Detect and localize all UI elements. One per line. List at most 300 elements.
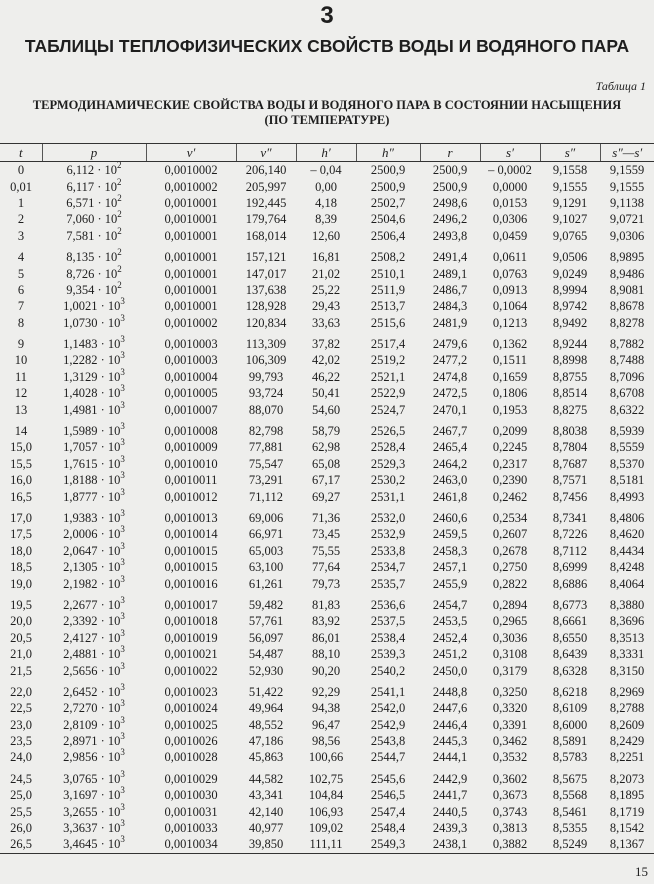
table-row — [0, 662, 654, 678]
temperature-cell: 16,5 — [10, 489, 32, 504]
s-liquid-cell: 0,3882 — [480, 836, 540, 853]
v-vapor-cell: 52,930 — [248, 663, 284, 678]
temperature-cell: 24,0 — [10, 750, 32, 765]
table-row — [0, 575, 654, 591]
latent-heat-cell: 2447,6 — [432, 701, 468, 716]
s-vapor-cell: 8,6328 — [552, 663, 588, 678]
s-liquid-cell: 0,3462 — [492, 734, 528, 749]
s-liquid-cell: 0,3673 — [492, 788, 528, 803]
s-liquid-cell: 0,2390 — [492, 473, 528, 488]
latent-heat-cell: 2454,7 — [432, 597, 468, 612]
v-vapor-cell: 179,764 — [245, 212, 287, 227]
pressure-exponent: 3 — [120, 524, 125, 535]
latent-heat-cell: 2458,3 — [432, 543, 468, 558]
power-of-ten: · 10 — [94, 266, 118, 281]
s-liquid-cell: 0,3179 — [492, 663, 528, 678]
latent-heat-cell: 2463,0 — [432, 473, 468, 488]
s-difference-cell: 9,0721 — [609, 212, 645, 227]
pressure-cell — [42, 627, 146, 646]
column-header: r — [420, 144, 480, 162]
h-liquid-cell: 86,01 — [311, 630, 341, 645]
v-vapor-cell: 49,964 — [248, 701, 284, 716]
pressure-mantissa: 7,060 — [66, 212, 95, 227]
s-vapor-cell: 8,5355 — [552, 821, 588, 836]
latent-heat-cell: 2496,2 — [432, 212, 468, 227]
s-liquid-cell: 0,2317 — [492, 456, 528, 471]
table-row — [0, 766, 654, 787]
power-of-ten: · 10 — [97, 473, 121, 488]
h-vapor-cell: 2531,1 — [370, 489, 406, 504]
latent-heat-cell: 2472,5 — [432, 386, 468, 401]
pressure-exponent: 3 — [120, 540, 125, 551]
pressure-cell — [42, 162, 146, 179]
temperature-cell: 15,0 — [10, 440, 32, 455]
h-vapor-cell: 2506,4 — [370, 228, 406, 243]
h-vapor-cell: 2530,2 — [370, 473, 406, 488]
s-liquid-cell: 0,1213 — [492, 315, 528, 330]
power-of-ten: · 10 — [97, 647, 121, 662]
pressure-mantissa: 2,0006 — [63, 527, 98, 542]
table-row — [0, 315, 654, 331]
h-liquid-cell: 54,60 — [311, 402, 341, 417]
h-vapor-cell: 2533,8 — [370, 543, 406, 558]
v-vapor-cell: 39,850 — [236, 836, 296, 853]
s-vapor-cell: 9,1555 — [552, 179, 588, 194]
v-vapor-cell: 77,881 — [248, 440, 284, 455]
table-row — [0, 787, 654, 803]
v-vapor-cell: 44,582 — [248, 771, 284, 786]
s-difference-cell: 8,1367 — [600, 836, 654, 853]
v-liquid-cell: 0,0010008 — [164, 424, 218, 439]
table-row — [0, 700, 654, 716]
h-vapor-cell: 2502,7 — [370, 195, 406, 210]
s-vapor-cell: 8,5568 — [552, 788, 588, 803]
s-vapor-cell: 8,7804 — [552, 440, 588, 455]
pressure-cell — [42, 331, 146, 352]
latent-heat-cell: 2457,1 — [432, 560, 468, 575]
h-liquid-cell: 69,27 — [311, 489, 341, 504]
s-difference-cell: 8,3513 — [609, 630, 645, 645]
pressure-mantissa: 1,7615 — [63, 456, 98, 471]
pressure-exponent: 2 — [117, 192, 122, 203]
pressure-cell — [42, 700, 146, 716]
temperature-cell: 19,5 — [10, 597, 32, 612]
s-liquid-cell: 0,2822 — [492, 576, 528, 591]
v-vapor-cell: 206,140 — [245, 163, 287, 178]
pressure-cell — [42, 192, 146, 211]
s-vapor-cell: 8,7687 — [552, 456, 588, 471]
table-row — [0, 282, 654, 298]
v-liquid-cell: 0,0010025 — [164, 717, 218, 732]
pressure-cell — [42, 225, 146, 244]
s-difference-cell: 8,6708 — [609, 386, 645, 401]
latent-heat-cell: 2446,4 — [432, 717, 468, 732]
s-difference-cell: 8,8678 — [609, 299, 645, 314]
power-of-ten: · 10 — [97, 663, 121, 678]
h-vapor-cell: 2513,7 — [370, 299, 406, 314]
pressure-mantissa: 1,5989 — [63, 424, 98, 439]
table-row — [0, 352, 654, 368]
temperature-cell: 0,01 — [10, 179, 32, 194]
s-liquid-cell: 0,3250 — [492, 684, 528, 699]
pressure-mantissa: 3,0765 — [63, 771, 98, 786]
table-row — [0, 162, 654, 179]
pressure-exponent: 2 — [117, 279, 122, 290]
power-of-ten: · 10 — [97, 543, 121, 558]
power-of-ten: · 10 — [97, 701, 121, 716]
h-liquid-cell: 102,75 — [308, 771, 344, 786]
h-vapor-cell: 2549,3 — [356, 836, 420, 853]
s-difference-cell: 8,9486 — [609, 266, 645, 281]
h-liquid-cell: 62,98 — [311, 440, 341, 455]
h-vapor-cell: 2519,2 — [370, 353, 406, 368]
table-body — [0, 162, 654, 854]
h-liquid-cell: 37,82 — [311, 337, 341, 352]
temperature-cell: 18,5 — [10, 560, 32, 575]
table-row — [0, 749, 654, 765]
h-liquid-cell: 4,18 — [315, 195, 337, 210]
latent-heat-cell: 2484,3 — [432, 299, 468, 314]
pressure-cell — [42, 401, 146, 417]
s-difference-cell: 8,4993 — [609, 489, 645, 504]
power-of-ten: · 10 — [97, 821, 121, 836]
h-liquid-cell: 42,02 — [311, 353, 341, 368]
pressure-exponent: 3 — [120, 334, 125, 345]
h-vapor-cell: 2522,9 — [370, 386, 406, 401]
s-liquid-cell: 0,0459 — [492, 228, 528, 243]
s-liquid-cell: 0,0763 — [492, 266, 528, 281]
s-vapor-cell: 9,0765 — [552, 228, 588, 243]
v-liquid-cell: 0,0010022 — [164, 663, 218, 678]
v-liquid-cell: 0,0010005 — [164, 386, 218, 401]
h-liquid-cell: 92,29 — [311, 684, 341, 699]
v-vapor-cell: 205,997 — [245, 179, 287, 194]
h-liquid-cell: 33,63 — [311, 315, 341, 330]
v-vapor-cell: 137,638 — [245, 282, 287, 297]
v-vapor-cell: 93,724 — [248, 386, 284, 401]
v-liquid-cell: 0,0010024 — [164, 701, 218, 716]
h-vapor-cell: 2524,7 — [370, 402, 406, 417]
pressure-exponent: 3 — [120, 660, 125, 671]
temperature-cell: 23,5 — [10, 734, 32, 749]
pressure-cell — [42, 439, 146, 455]
pressure-exponent: 3 — [120, 486, 125, 497]
table-row — [0, 559, 654, 575]
temperature-cell: 23,0 — [10, 717, 32, 732]
pressure-cell — [42, 787, 146, 803]
latent-heat-cell: 2452,4 — [432, 630, 468, 645]
s-liquid-cell: 0,2534 — [492, 511, 528, 525]
s-liquid-cell: 0,1659 — [492, 369, 528, 384]
temperature-cell: 6 — [17, 282, 25, 297]
h-vapor-cell: 2532,9 — [370, 527, 406, 542]
pressure-cell — [42, 472, 146, 488]
h-liquid-cell: 50,41 — [311, 386, 341, 401]
s-difference-cell: 9,1138 — [610, 195, 644, 210]
s-difference-cell: 8,6322 — [609, 402, 645, 417]
pressure-cell — [42, 766, 146, 787]
s-difference-cell: 8,3696 — [609, 614, 645, 629]
s-difference-cell: 8,4064 — [609, 576, 645, 591]
s-vapor-cell: 8,7571 — [552, 473, 588, 488]
power-of-ten: · 10 — [97, 630, 121, 645]
v-liquid-cell: 0,0010018 — [164, 614, 218, 629]
latent-heat-cell: 2477,2 — [432, 353, 468, 368]
s-difference-cell: 8,5939 — [609, 424, 645, 439]
pressure-exponent: 3 — [120, 818, 125, 829]
pressure-exponent: 3 — [120, 834, 125, 845]
h-liquid-cell: 109,02 — [308, 821, 344, 836]
temperature-cell: 24,5 — [10, 771, 32, 786]
v-liquid-cell: 0,0010003 — [164, 353, 218, 368]
pressure-exponent: 3 — [120, 731, 125, 742]
latent-heat-cell: 2474,8 — [432, 369, 468, 384]
s-difference-cell: 8,4248 — [609, 560, 645, 575]
v-vapor-cell: 48,552 — [248, 717, 284, 732]
s-difference-cell: 8,7096 — [609, 369, 645, 384]
latent-heat-cell: 2438,1 — [420, 836, 480, 853]
power-of-ten: · 10 — [94, 228, 118, 243]
h-liquid-cell: 0,00 — [315, 179, 337, 194]
column-header: p — [42, 144, 146, 162]
latent-heat-cell: 2442,9 — [432, 771, 468, 786]
v-vapor-cell: 45,863 — [248, 750, 284, 765]
h-vapor-cell: 2543,8 — [370, 734, 406, 749]
s-difference-cell: 8,7488 — [609, 353, 645, 368]
temperature-cell: 19,0 — [10, 576, 32, 591]
pressure-exponent: 3 — [120, 785, 125, 796]
s-liquid-cell: 0,2462 — [492, 489, 528, 504]
s-vapor-cell: 9,1027 — [552, 212, 588, 227]
power-of-ten: · 10 — [94, 250, 118, 265]
v-liquid-cell: 0,0010003 — [164, 337, 218, 352]
v-liquid-cell: 0,0010023 — [164, 684, 218, 699]
table-row — [0, 418, 654, 439]
h-vapor-cell: 2540,2 — [370, 663, 406, 678]
s-liquid-cell: 0,3108 — [492, 647, 528, 662]
pressure-mantissa: 1,1483 — [63, 337, 98, 352]
v-liquid-cell: 0,0010014 — [164, 527, 218, 542]
power-of-ten: · 10 — [97, 456, 121, 471]
table-row — [0, 717, 654, 733]
column-header: s″—s′ — [600, 144, 654, 162]
pressure-cell — [42, 836, 146, 853]
table-row — [0, 526, 654, 542]
v-liquid-cell: 0,0010001 — [164, 266, 218, 281]
s-liquid-cell: 0,2245 — [492, 440, 528, 455]
table-row — [0, 472, 654, 488]
power-of-ten: · 10 — [97, 788, 121, 803]
pressure-mantissa: 3,1697 — [63, 788, 98, 803]
power-of-ten: · 10 — [97, 804, 121, 819]
v-vapor-cell: 65,003 — [248, 543, 284, 558]
temperature-cell: 12 — [14, 386, 28, 401]
s-difference-cell: 9,0306 — [609, 228, 645, 243]
h-vapor-cell: 2537,5 — [370, 614, 406, 629]
s-difference-cell: 9,1555 — [609, 179, 645, 194]
pressure-cell — [42, 662, 146, 678]
pressure-exponent: 3 — [120, 644, 125, 655]
s-vapor-cell: 8,7341 — [552, 511, 588, 525]
h-vapor-cell: 2517,4 — [370, 337, 406, 352]
s-vapor-cell: 8,9742 — [552, 299, 588, 314]
table-row — [0, 592, 654, 613]
v-vapor-cell: 157,121 — [245, 250, 287, 265]
power-of-ten: · 10 — [97, 576, 121, 591]
power-of-ten: · 10 — [97, 717, 121, 732]
s-vapor-cell: 9,0506 — [552, 250, 588, 265]
power-of-ten: · 10 — [94, 282, 118, 297]
pressure-cell — [42, 279, 146, 298]
s-vapor-cell: 8,6550 — [552, 630, 588, 645]
v-vapor-cell: 82,798 — [248, 424, 284, 439]
pressure-mantissa: 3,2655 — [63, 804, 98, 819]
pressure-cell — [42, 178, 146, 194]
power-of-ten: · 10 — [97, 402, 121, 417]
pressure-exponent: 3 — [120, 421, 125, 432]
table-row — [0, 265, 654, 281]
table-row — [0, 211, 654, 227]
page-number: 15 — [635, 864, 648, 879]
h-liquid-cell: 21,02 — [311, 266, 341, 281]
s-vapor-cell: 8,6999 — [552, 560, 588, 575]
v-liquid-cell: 0,0010009 — [164, 440, 218, 455]
temperature-cell: 5 — [17, 266, 25, 281]
pressure-exponent: 3 — [120, 768, 125, 779]
s-vapor-cell: 8,5249 — [540, 836, 600, 853]
h-liquid-cell: 75,55 — [311, 543, 341, 558]
column-header: v′ — [146, 144, 236, 162]
pressure-exponent: 2 — [117, 247, 122, 258]
temperature-cell: 7 — [17, 299, 25, 314]
v-vapor-cell: 51,422 — [248, 684, 284, 699]
v-vapor-cell: 42,140 — [248, 804, 284, 819]
temperature-cell: 18,0 — [10, 543, 32, 558]
pressure-cell — [42, 540, 146, 559]
s-liquid-cell: 0,0913 — [492, 282, 528, 297]
latent-heat-cell: 2441,7 — [432, 788, 468, 803]
pressure-cell — [42, 559, 146, 575]
h-liquid-cell: 94,38 — [311, 701, 341, 716]
s-difference-cell: 8,2609 — [609, 717, 645, 732]
table-row — [0, 244, 654, 265]
v-liquid-cell: 0,0010001 — [164, 195, 218, 210]
table-row — [0, 456, 654, 472]
temperature-cell: 11 — [14, 369, 28, 384]
s-liquid-cell: 0,1362 — [492, 337, 528, 352]
h-liquid-cell: 81,83 — [311, 597, 341, 612]
table-row — [0, 803, 654, 819]
h-liquid-cell: 111,11 — [296, 836, 356, 853]
column-header: v″ — [236, 144, 296, 162]
s-vapor-cell: 8,8275 — [552, 402, 588, 417]
temperature-cell: 20,0 — [10, 614, 32, 629]
v-liquid-cell: 0,0010015 — [164, 560, 218, 575]
column-header: h′ — [296, 144, 356, 162]
s-liquid-cell: 0,2750 — [492, 560, 528, 575]
pressure-exponent: 3 — [120, 366, 125, 377]
v-vapor-cell: 59,482 — [248, 597, 284, 612]
s-vapor-cell: 8,9994 — [552, 282, 588, 297]
pressure-mantissa: 1,2282 — [63, 353, 98, 368]
column-header: s″ — [540, 144, 600, 162]
v-liquid-cell: 0,0010030 — [164, 788, 218, 803]
temperature-cell: 8 — [17, 315, 25, 330]
latent-heat-cell: 2500,9 — [432, 163, 468, 178]
v-vapor-cell: 40,977 — [248, 821, 284, 836]
pressure-exponent: 3 — [120, 470, 125, 481]
table-row — [0, 331, 654, 352]
pressure-cell — [42, 453, 146, 472]
s-difference-cell: 8,2969 — [609, 684, 645, 699]
h-vapor-cell: 2545,6 — [370, 771, 406, 786]
s-liquid-cell: 0,0000 — [492, 179, 528, 194]
h-liquid-cell: 88,10 — [311, 647, 341, 662]
s-vapor-cell: 8,6109 — [552, 701, 588, 716]
temperature-cell: 17,5 — [10, 527, 32, 542]
s-difference-cell: 8,9895 — [609, 250, 645, 265]
latent-heat-cell: 2453,5 — [432, 614, 468, 629]
pressure-mantissa: 2,1305 — [63, 560, 98, 575]
pressure-exponent: 2 — [117, 209, 122, 220]
h-liquid-cell: 71,36 — [311, 511, 341, 525]
pressure-cell — [42, 803, 146, 819]
v-vapor-cell: 66,971 — [248, 527, 284, 542]
pressure-mantissa: 1,4028 — [63, 386, 98, 401]
v-vapor-cell: 120,834 — [245, 315, 287, 330]
s-vapor-cell: 9,1558 — [552, 163, 588, 178]
h-vapor-cell: 2544,7 — [370, 750, 406, 765]
v-liquid-cell: 0,0010021 — [164, 647, 218, 662]
pressure-cell — [42, 211, 146, 227]
h-liquid-cell: 100,66 — [308, 750, 344, 765]
v-vapor-cell: 61,261 — [248, 576, 284, 591]
pressure-exponent: 3 — [120, 296, 125, 307]
temperature-cell: 1 — [17, 195, 25, 210]
h-vapor-cell: 2500,9 — [370, 163, 406, 178]
h-vapor-cell: 2528,4 — [370, 440, 406, 455]
s-liquid-cell: 0,3532 — [492, 750, 528, 765]
v-liquid-cell: 0,0010001 — [164, 299, 218, 314]
s-vapor-cell: 8,6886 — [552, 576, 588, 591]
s-vapor-cell: 8,8038 — [552, 424, 588, 439]
saturation-properties-table — [0, 143, 654, 854]
pressure-cell — [42, 613, 146, 629]
v-vapor-cell: 71,112 — [249, 489, 283, 504]
table-row — [0, 733, 654, 749]
v-vapor-cell: 147,017 — [245, 266, 287, 281]
pressure-cell — [42, 488, 146, 504]
s-liquid-cell: 0,1953 — [492, 402, 528, 417]
s-vapor-cell: 8,7226 — [552, 527, 588, 542]
pressure-cell — [42, 679, 146, 700]
s-liquid-cell: 0,1064 — [492, 299, 528, 314]
h-vapor-cell: 2535,7 — [370, 576, 406, 591]
h-vapor-cell: 2539,3 — [370, 647, 406, 662]
latent-heat-cell: 2470,1 — [432, 402, 468, 417]
latent-heat-cell: 2459,5 — [432, 527, 468, 542]
h-vapor-cell: 2542,0 — [370, 701, 406, 716]
h-vapor-cell: 2547,4 — [370, 804, 406, 819]
s-vapor-cell: 8,6661 — [552, 614, 588, 629]
h-liquid-cell: 96,47 — [311, 717, 341, 732]
v-liquid-cell: 0,0010034 — [146, 836, 236, 853]
temperature-cell: 26,0 — [10, 821, 32, 836]
s-difference-cell: 8,2429 — [609, 734, 645, 749]
s-difference-cell: 8,8278 — [609, 315, 645, 330]
s-liquid-cell: 0,3391 — [492, 717, 528, 732]
pressure-cell — [42, 366, 146, 385]
